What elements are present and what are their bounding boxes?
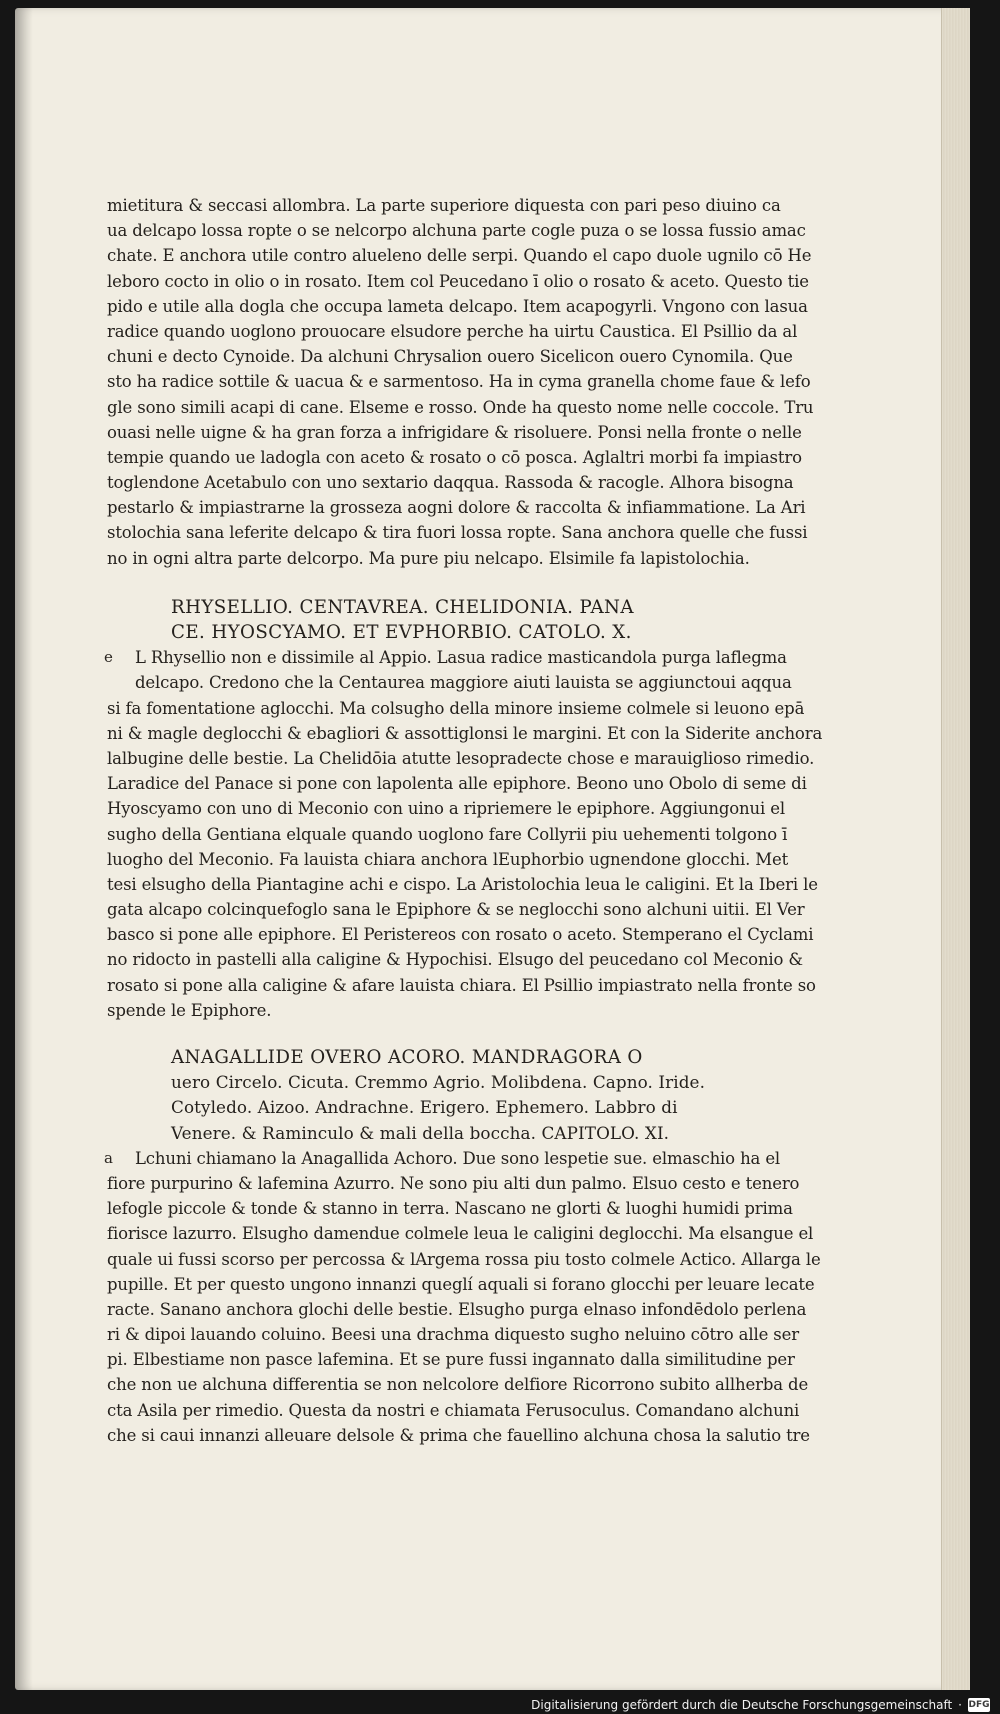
funding-credit: Digitalisierung gefördert durch die Deutsche Forschungsgemeinschaft bbox=[531, 1698, 953, 1712]
page-edges bbox=[941, 8, 970, 1690]
text-line: si fa fomentatione aglocchi. Ma colsugho della minore insieme colmele si leuono epā bbox=[107, 698, 805, 718]
text-line: chate. E anchora utile contro alueleno delle serpi. Quando el capo duole ugnilo cō He bbox=[107, 246, 812, 266]
text-line: gle sono simili acapi di cane. Elseme e rosso. Onde ha questo nome nelle coccole. Tru bbox=[107, 397, 814, 417]
text-line: Laradice del Panace si pone con lapolenta alle epiphore. Beono uno Obolo di seme di bbox=[107, 774, 807, 794]
text-line: fiorisce lazurro. Elsugho damendue colmele leua le caligini deglocchi. Ma elsangue el bbox=[107, 1224, 814, 1244]
text-line: pido e utile alla dogla che occupa lameta delcapo. Item acapogyrli. Vngono con lasua bbox=[107, 296, 808, 316]
paragraph-1 bbox=[107, 193, 814, 571]
main-text-block bbox=[104, 193, 823, 1448]
text-line: sugho della Gentiana elquale quando uoglono fare Collyrii piu uehementi tolgono ī bbox=[107, 824, 788, 844]
text-line: delcapo. Credono che la Centaurea maggiore aiuti lauista se aggiunctoui aqqua bbox=[135, 673, 792, 693]
funding-footer bbox=[531, 1698, 990, 1712]
guide-letter: e bbox=[104, 648, 113, 667]
heading-line: RHYSELLIO. CENTAVREA. CHELIDONIA. PANA bbox=[171, 596, 634, 618]
text-line: radice quando uoglono prouocare elsudore perche ha uirtu Caustica. El Psillio da al bbox=[107, 321, 798, 341]
text-line: no ridocto in pastelli alla caligine & Hypochisi. Elsugo del peucedano col Meconio & bbox=[107, 950, 803, 970]
book-page bbox=[15, 8, 970, 1690]
text-line: Lchuni chiamano la Anagallida Achoro. Due sono lespetie sue. elmaschio ha el bbox=[135, 1148, 781, 1168]
chapter-heading-10 bbox=[107, 595, 737, 645]
guide-letter: a bbox=[104, 1148, 113, 1167]
heading-line: Venere. & Raminculo & mali della boccha. CAPITOLO. XI. bbox=[171, 1122, 670, 1143]
text-line: Hyoscyamo con uno di Meconio con uino a ripriemere le epiphore. Aggiungonui el bbox=[107, 799, 785, 819]
text-line: stolochia sana leferite delcapo & tira fuori lossa ropte. Sana anchora quelle che fussi bbox=[107, 523, 808, 543]
text-line: sto ha radice sottile & uacua & e sarmentoso. Ha in cyma granella chome faue & lefo bbox=[107, 372, 811, 392]
text-line: quale ui fussi scorso per percossa & lArgema rossa piu tosto colmele Actico. Allarga le bbox=[107, 1249, 821, 1269]
text-line: lalbugine delle bestie. La Chelidōia atutte lesopradecte chose e marauiglioso rimedio. bbox=[107, 748, 815, 768]
text-line: che non ue alchuna differentia se non nelcolore delfiore Ricorrono subito allherba de bbox=[107, 1375, 809, 1395]
text-line: gata alcapo colcinquefoglo sana le Epiphore & se neglocchi sono alchuni uitii. El Ver bbox=[107, 900, 805, 920]
text-line: ri & dipoi lauando coluino. Beesi una drachma diquesto sugho neluino cōtro alle ser bbox=[107, 1325, 799, 1345]
text-line: basco si pone alle epiphore. El Peristereos con rosato o aceto. Stemperano el Cyclami bbox=[107, 925, 814, 945]
dfg-logo-icon[interactable]: DFG bbox=[968, 1700, 990, 1710]
text-line: pi. Elbestiame non pasce lafemina. Et se pure fussi ingannato dalla similitudine per bbox=[107, 1350, 795, 1370]
text-line: che si caui innanzi alleuare delsole & prima che fauellino alchuna chosa la salutio tre bbox=[107, 1425, 810, 1445]
heading-line: ANAGALLIDE OVERO ACORO. MANDRAGORA O bbox=[171, 1047, 643, 1068]
heading-line: CE. HYOSCYAMO. ET EVPHORBIO. CATOLO. X. bbox=[171, 622, 632, 643]
page-gutter-shadow bbox=[15, 8, 33, 1690]
section-gap bbox=[107, 1023, 737, 1045]
text-line: tesi elsugho della Piantagine achi e cispo. La Aristolochia leua le caligini. Et la Iberi le bbox=[107, 874, 818, 894]
heading-line: Cotyledo. Aizoo. Andrachne. Erigero. Ephemero. Labbro di bbox=[171, 1097, 678, 1118]
section-gap bbox=[107, 571, 737, 595]
text-line: spende le Epiphore. bbox=[107, 1000, 272, 1020]
heading-line: uero Circelo. Cicuta. Cremmo Agrio. Molibdena. Capno. Iride. bbox=[171, 1072, 706, 1093]
text-line: toglendone Acetabulo con uno sextario daqqua. Rassoda & racogle. Alhora bisogna bbox=[107, 473, 794, 493]
text-line: cta Asila per rimedio. Questa da nostri e chiamata Ferusoculus. Comandano alchuni bbox=[107, 1400, 800, 1420]
text-line: chuni e decto Cynoide. Da alchuni Chrysalion ouero Sicelicon ouero Cynomila. Que bbox=[107, 347, 793, 367]
text-line: ouasi nelle uigne & ha gran forza a infrigidare & risoluere. Ponsi nella fronte o nelle bbox=[107, 422, 802, 442]
text-line: leboro cocto in olio o in rosato. Item col Peucedano ī olio o rosato & aceto. Questo tie bbox=[107, 271, 809, 291]
text-line: rosato si pone alla caligine & afare lauista chiara. El Psillio impiastrato nella fronte so bbox=[107, 975, 816, 995]
text-line: pestarlo & impiastrarne la grosseza aogni dolore & raccolta & infiammatione. La Ari bbox=[107, 498, 806, 518]
text-line: lefogle piccole & tonde & stanno in terra. Nascano ne glorti & luoghi humidi prima bbox=[107, 1199, 793, 1219]
paragraph-2 bbox=[104, 645, 823, 1023]
separator: · bbox=[958, 1698, 962, 1712]
text-line: ni & magle deglocchi & ebagliori & assottiglonsi le margini. Et con la Siderite anchora bbox=[107, 723, 823, 743]
text-line: pupille. Et per questo ungono innanzi queglí aquali si forano glocchi per leuare lecate bbox=[107, 1274, 815, 1294]
text-line: no in ogni altra parte delcorpo. Ma pure piu nelcapo. Elsimile fa lapistolochia. bbox=[107, 548, 750, 568]
chapter-heading-11 bbox=[107, 1045, 737, 1146]
text-line: tempie quando ue ladogla con aceto & rosato o cō posca. Aglaltri morbi fa impiastro bbox=[107, 447, 802, 467]
text-line: fiore purpurino & lafemina Azurro. Ne sono piu alti dun palmo. Elsuo cesto e tenero bbox=[107, 1173, 800, 1193]
text-line: L Rhysellio non e dissimile al Appio. Lasua radice masticandola purga laflegma bbox=[135, 648, 787, 668]
text-line: ua delcapo lossa ropte o se nelcorpo alchuna parte cogle puza o se lossa fussio amac bbox=[107, 221, 806, 241]
text-line: mietitura & seccasi allombra. La parte superiore diquesta con pari peso diuino ca bbox=[107, 196, 781, 215]
paragraph-3 bbox=[104, 1146, 821, 1448]
text-line: luogho del Meconio. Fa lauista chiara anchora lEuphorbio ugnendone glocchi. Met bbox=[107, 849, 789, 869]
text-line: racte. Sanano anchora glochi delle bestie. Elsugho purga elnaso infondēdolo perlena bbox=[107, 1299, 807, 1319]
